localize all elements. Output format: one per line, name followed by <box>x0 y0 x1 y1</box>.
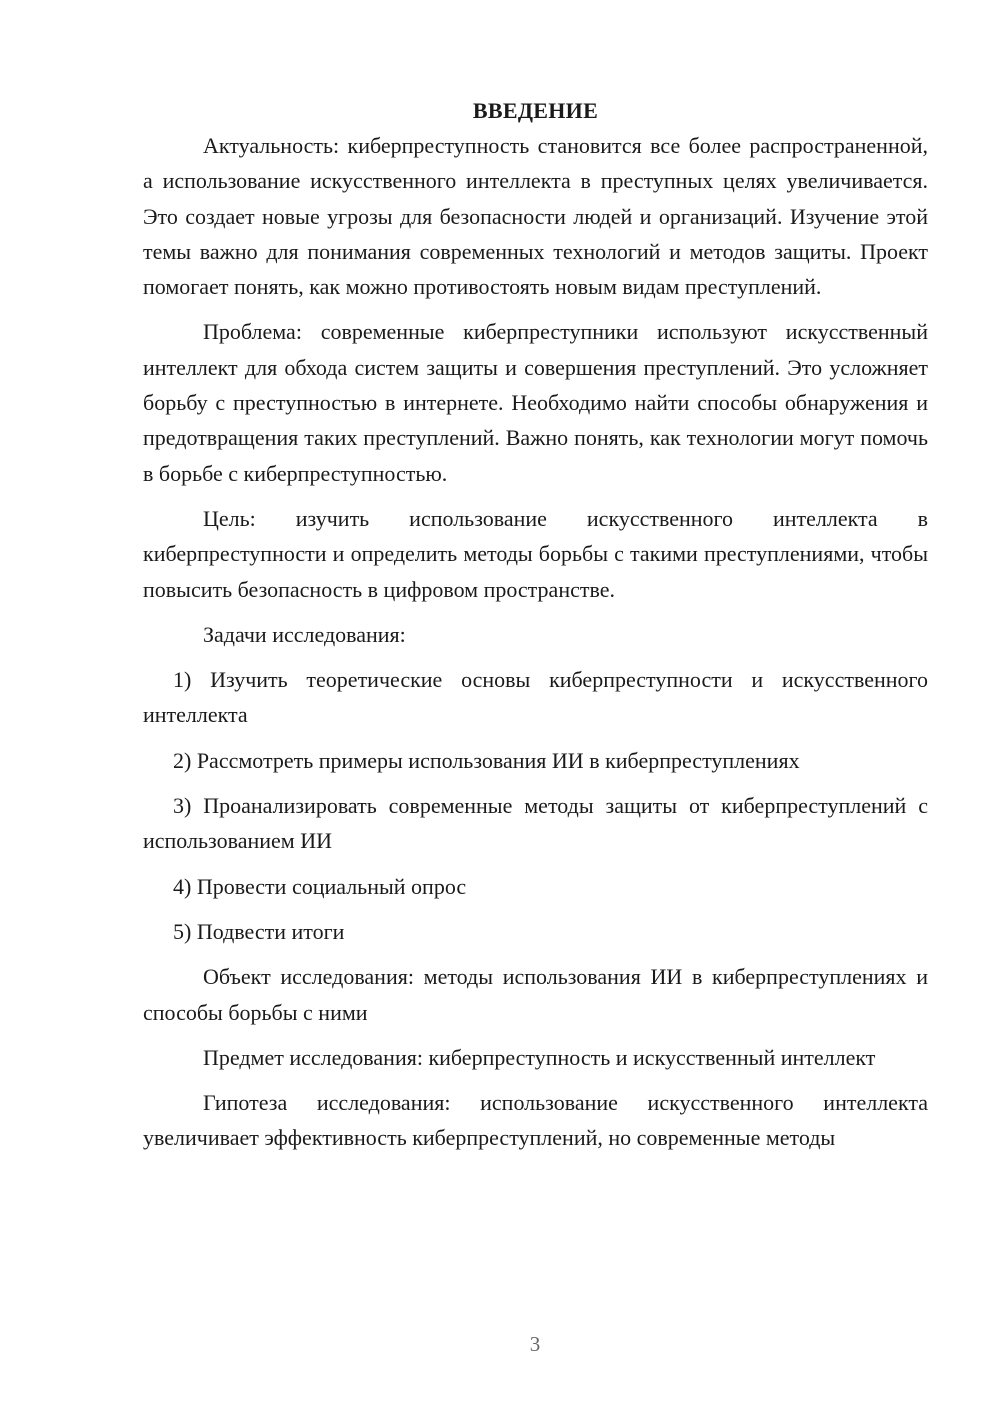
paragraph-tasks-title: Задачи исследования: <box>203 621 406 647</box>
page-number: 3 <box>529 1332 541 1356</box>
task-item-3: 3) Проанализировать современные методы защиты от киберпреступлений с использованием ИИ <box>143 793 928 854</box>
task-item-4: 4) Провести социальный опрос <box>173 873 467 899</box>
page-content <box>143 93 928 1156</box>
task-item-1: 1) Изучить теоретические основы киберпреступности и искусственного интеллекта <box>143 667 928 728</box>
paragraph-goal: Цель: изучить использование искусственного интеллекта в киберпреступности и определить методы борьбы с такими преступлениями, чтобы повысить безопасность в цифровом пространстве. <box>143 505 928 602</box>
paragraph-subject: Предмет исследования: киберпреступность и искусственный интеллект <box>203 1044 876 1070</box>
task-item-2: 2) Рассмотреть примеры использования ИИ в киберпреступлениях <box>173 747 800 773</box>
task-item-5: 5) Подвести итоги <box>173 918 345 944</box>
paragraph-problem: Проблема: современные киберпреступники используют искусственный интеллект для обхода систем защиты и совершения преступлений. Это усложняет борьбу с преступностью в интернете. Необходимо найти способы обнаружения и предотвращения таких преступлений. Важно понять, как технологии могут помочь в борьбе с киберпреступностью. <box>143 319 928 486</box>
paragraph-hypothesis: Гипотеза исследования: использование искусственного интеллекта увеличивает эффективность киберпреступлений, но современные методы <box>143 1090 928 1151</box>
paragraph-object: Объект исследования: методы использования ИИ в киберпреступлениях и способы борьбы с ними <box>143 964 928 1025</box>
paragraph-relevance: Актуальность: киберпреступность становится все более распространенной, а использование искусственного интеллекта в преступных целях увеличивается. Это создает новые угрозы для безопасности людей и организаций. Изучение этой темы важно для понимания современных технологий и методов защиты. Проект помогает понять, как можно противостоять новым видам преступлений. <box>143 133 928 300</box>
section-heading: ВВЕДЕНИЕ <box>472 98 599 123</box>
